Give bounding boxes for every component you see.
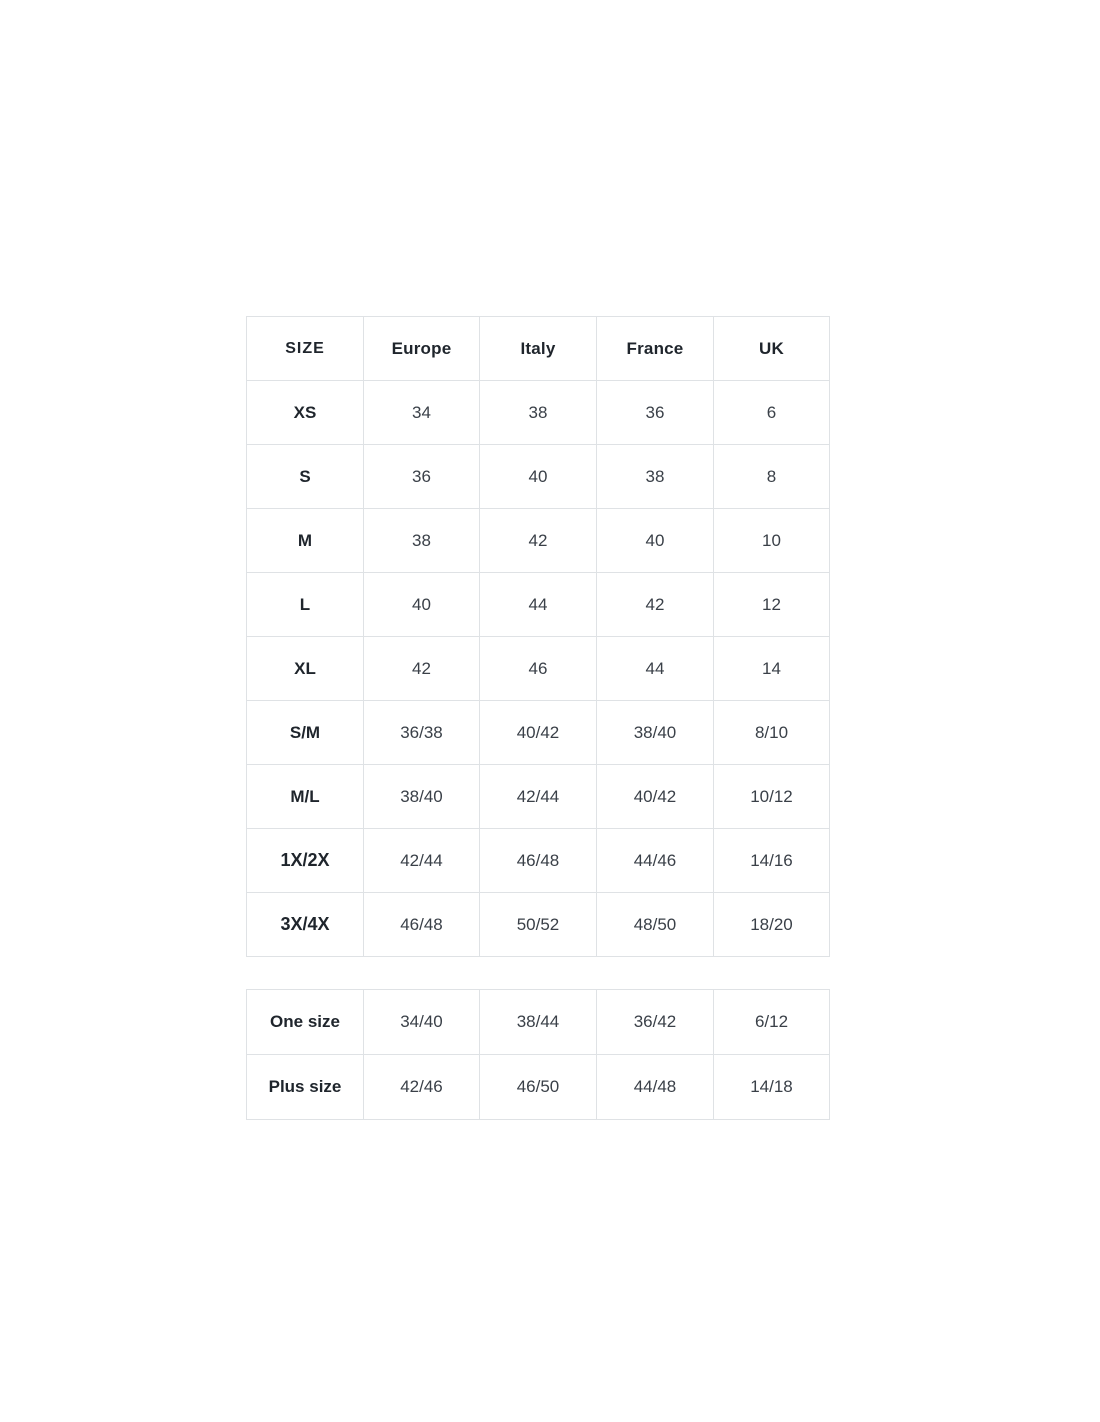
- cell-europe: 42/46: [364, 1055, 480, 1120]
- cell-europe: 42/44: [364, 829, 480, 893]
- table-row: [247, 990, 830, 1055]
- cell-france: 36: [597, 381, 714, 445]
- cell-size-label: Plus size: [247, 1055, 364, 1120]
- cell-size-label: S/M: [247, 701, 364, 765]
- cell-size-label: M: [247, 509, 364, 573]
- cell-europe: 34: [364, 381, 480, 445]
- table-row: [247, 445, 830, 509]
- cell-italy: 46/48: [480, 829, 597, 893]
- cell-europe: 36/38: [364, 701, 480, 765]
- table-row: [247, 765, 830, 829]
- size-chart-tables: [246, 316, 829, 1120]
- table-row: [247, 829, 830, 893]
- cell-france: 44/48: [597, 1055, 714, 1120]
- cell-uk: 6: [714, 381, 830, 445]
- cell-italy: 42/44: [480, 765, 597, 829]
- cell-europe: 34/40: [364, 990, 480, 1055]
- cell-europe: 40: [364, 573, 480, 637]
- table-spacer: [246, 957, 829, 989]
- size-conversion-table: [246, 316, 830, 957]
- cell-size-label: 1X/2X: [247, 829, 364, 893]
- cell-france: 36/42: [597, 990, 714, 1055]
- cell-france: 38/40: [597, 701, 714, 765]
- cell-uk: 12: [714, 573, 830, 637]
- cell-italy: 40: [480, 445, 597, 509]
- column-header-france: France: [597, 317, 714, 381]
- cell-france: 44: [597, 637, 714, 701]
- cell-uk: 6/12: [714, 990, 830, 1055]
- cell-italy: 46: [480, 637, 597, 701]
- cell-uk: 10/12: [714, 765, 830, 829]
- cell-uk: 14/16: [714, 829, 830, 893]
- column-header-uk: UK: [714, 317, 830, 381]
- table-row: [247, 381, 830, 445]
- table-row: [247, 637, 830, 701]
- cell-size-label: M/L: [247, 765, 364, 829]
- cell-italy: 44: [480, 573, 597, 637]
- cell-europe: 46/48: [364, 893, 480, 957]
- cell-uk: 18/20: [714, 893, 830, 957]
- cell-italy: 50/52: [480, 893, 597, 957]
- cell-uk: 8/10: [714, 701, 830, 765]
- cell-uk: 14: [714, 637, 830, 701]
- cell-italy: 38: [480, 381, 597, 445]
- cell-size-label: XL: [247, 637, 364, 701]
- cell-europe: 42: [364, 637, 480, 701]
- table-body: [247, 381, 830, 957]
- cell-france: 42: [597, 573, 714, 637]
- cell-france: 40/42: [597, 765, 714, 829]
- cell-italy: 40/42: [480, 701, 597, 765]
- column-header-europe: Europe: [364, 317, 480, 381]
- cell-size-label: S: [247, 445, 364, 509]
- cell-europe: 38/40: [364, 765, 480, 829]
- table-header: [247, 317, 830, 381]
- cell-size-label: L: [247, 573, 364, 637]
- table-row: [247, 573, 830, 637]
- column-header-italy: Italy: [480, 317, 597, 381]
- cell-europe: 38: [364, 509, 480, 573]
- cell-france: 38: [597, 445, 714, 509]
- cell-uk: 8: [714, 445, 830, 509]
- cell-france: 48/50: [597, 893, 714, 957]
- cell-italy: 46/50: [480, 1055, 597, 1120]
- table-row: [247, 1055, 830, 1120]
- cell-france: 40: [597, 509, 714, 573]
- cell-france: 44/46: [597, 829, 714, 893]
- table-header-row: [247, 317, 830, 381]
- table-row: [247, 893, 830, 957]
- cell-europe: 36: [364, 445, 480, 509]
- cell-size-label: One size: [247, 990, 364, 1055]
- cell-italy: 42: [480, 509, 597, 573]
- cell-uk: 14/18: [714, 1055, 830, 1120]
- column-header-size: SIZE: [247, 317, 364, 381]
- one-size-conversion-table: [246, 989, 830, 1120]
- table-row: [247, 509, 830, 573]
- table-row: [247, 701, 830, 765]
- cell-uk: 10: [714, 509, 830, 573]
- cell-size-label: 3X/4X: [247, 893, 364, 957]
- cell-size-label: XS: [247, 381, 364, 445]
- table-body: [247, 990, 830, 1120]
- cell-italy: 38/44: [480, 990, 597, 1055]
